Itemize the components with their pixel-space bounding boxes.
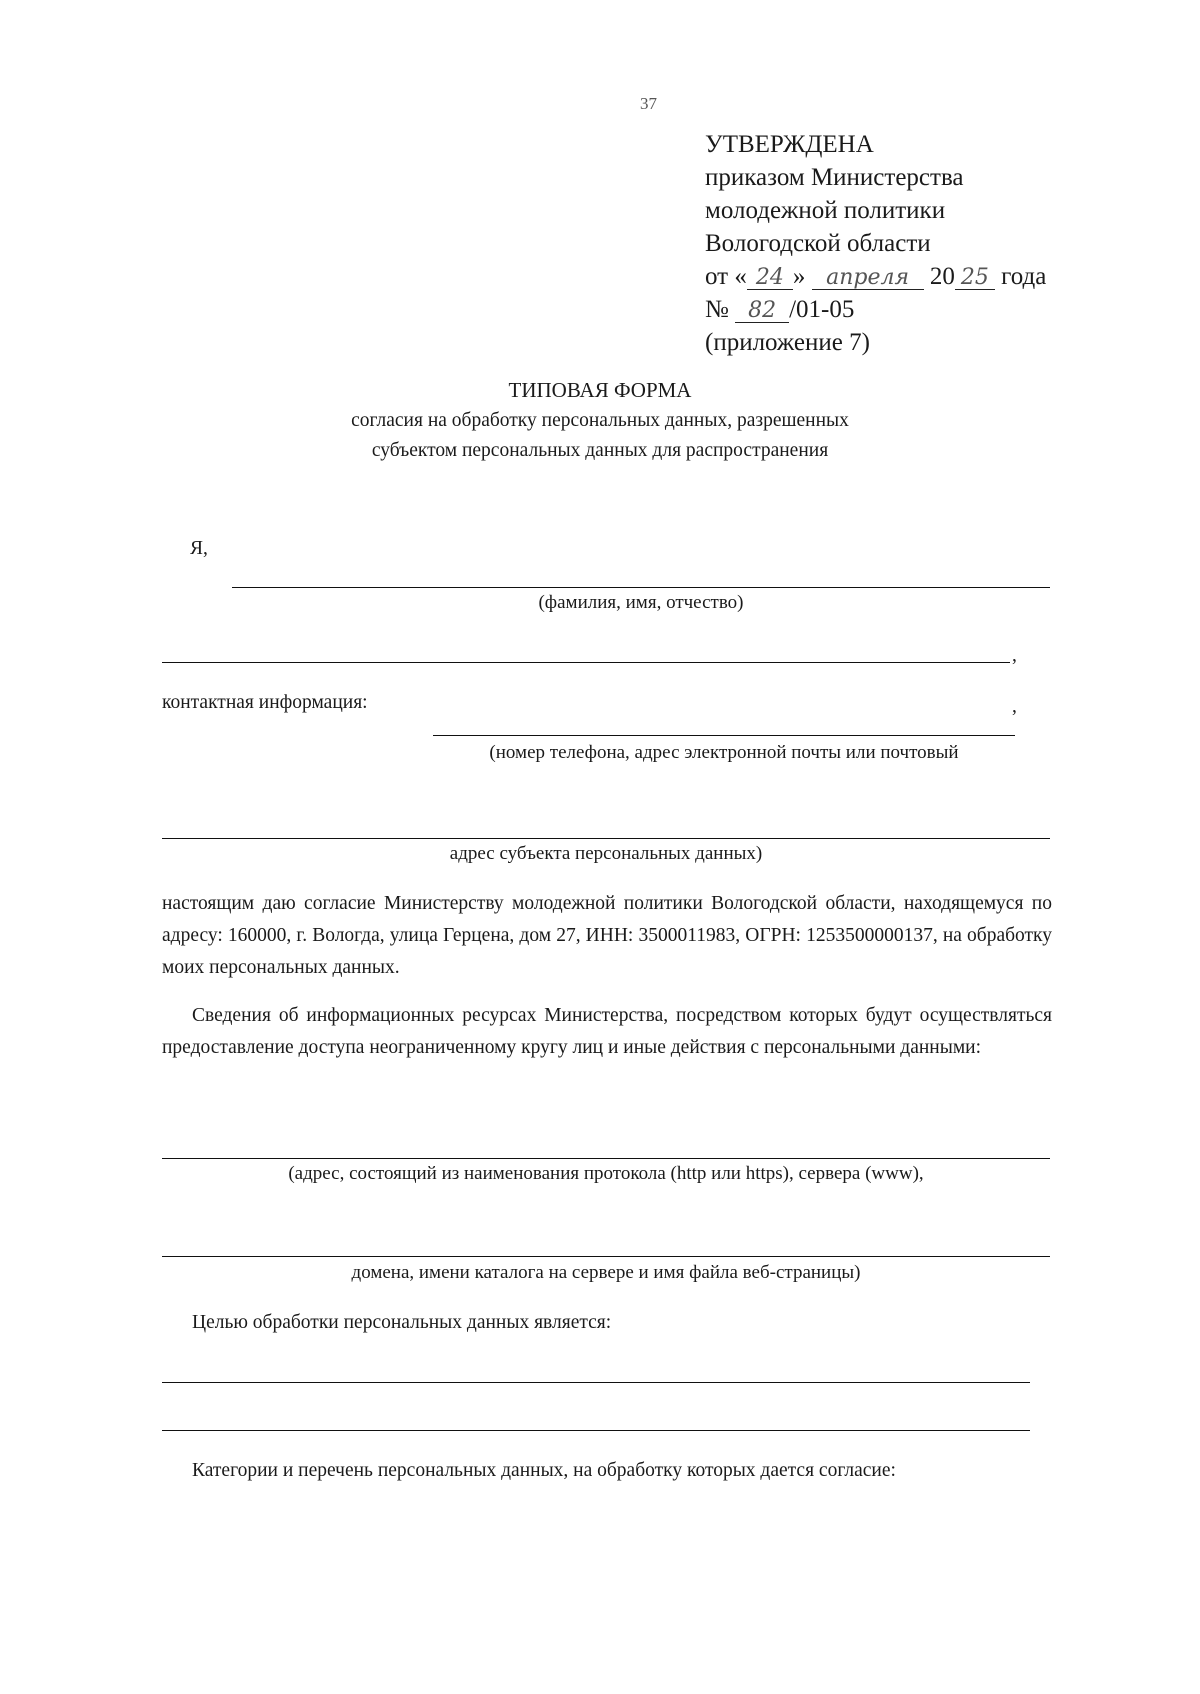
contact-continuation-line[interactable] [162, 838, 1050, 839]
contact-input-line[interactable] [433, 735, 1015, 736]
contact-caption-1: (номер телефона, адрес электронной почты или почтовый [489, 742, 959, 763]
resources-paragraph: Сведения об информационных ресурсах Министерства, посредством которых будут осуществляться предоставление доступа неограниченному кругу лиц и иные действия с персональными данными: [162, 1005, 1052, 1058]
approval-block [705, 128, 1046, 359]
date-month: апреля [812, 267, 924, 290]
date-mid: » [792, 263, 806, 290]
fio-continuation-line[interactable] [162, 662, 1010, 663]
form-title: ТИПОВАЯ ФОРМА [508, 378, 692, 402]
approval-line-4: Вологодской области [705, 230, 931, 257]
comma-2: , [1012, 696, 1017, 717]
url-caption-2: домена, имени каталога на сервере и имя файла веб-страницы) [351, 1262, 861, 1283]
purpose-input-line-1[interactable] [162, 1382, 1030, 1383]
number-value: 82 [735, 300, 789, 323]
form-subtitle-1: согласия на обработку персональных данных, разрешенных [351, 410, 849, 431]
form-subtitle-2: субъектом персональных данных для распространения [371, 440, 829, 461]
fio-caption: (фамилия, имя, отчество) [538, 592, 744, 613]
approval-number [705, 293, 1046, 326]
categories-label: Категории и перечень персональных данных, на обработку которых дается согласие: [192, 1460, 896, 1481]
number-prefix: № [705, 296, 729, 323]
date-suffix: года [1001, 263, 1047, 290]
approval-line-2: приказом Министерства [705, 164, 964, 191]
approval-date [705, 260, 1046, 293]
page-number: 37 [640, 94, 657, 113]
url-continuation-line[interactable] [162, 1256, 1050, 1257]
date-prefix: от « [705, 263, 747, 290]
consent-paragraph: настоящим даю согласие Министерству молодежной политики Вологодской области, находящемуся по адресу: 160000, г. Вологда, улица Герцена, дом 27, ИНН: 3500011983, ОГРН: 1253500000137, на обработку моих персональных данных. [162, 893, 1052, 978]
number-suffix: /01-05 [789, 296, 855, 323]
url-input-line[interactable] [162, 1158, 1050, 1159]
i-label: Я, [190, 538, 208, 559]
contact-label: контактная информация: [162, 692, 368, 713]
approval-line-3: молодежной политики [705, 197, 946, 224]
date-year-suffix: 25 [955, 267, 995, 290]
fio-input-line[interactable] [232, 587, 1050, 588]
approval-appendix: (приложение 7) [705, 329, 870, 356]
purpose-label: Целью обработки персональных данных является: [192, 1312, 612, 1333]
purpose-input-line-2[interactable] [162, 1430, 1030, 1431]
contact-caption-2: адрес субъекта персональных данных) [449, 843, 763, 864]
approval-title: УТВЕРЖДЕНА [705, 131, 874, 158]
date-day: 24 [747, 267, 793, 290]
comma-1: , [1012, 645, 1017, 666]
date-year-prefix: 20 [929, 263, 955, 290]
url-caption-1: (адрес, состоящий из наименования протокола (http или https), сервера (www), [288, 1163, 924, 1184]
